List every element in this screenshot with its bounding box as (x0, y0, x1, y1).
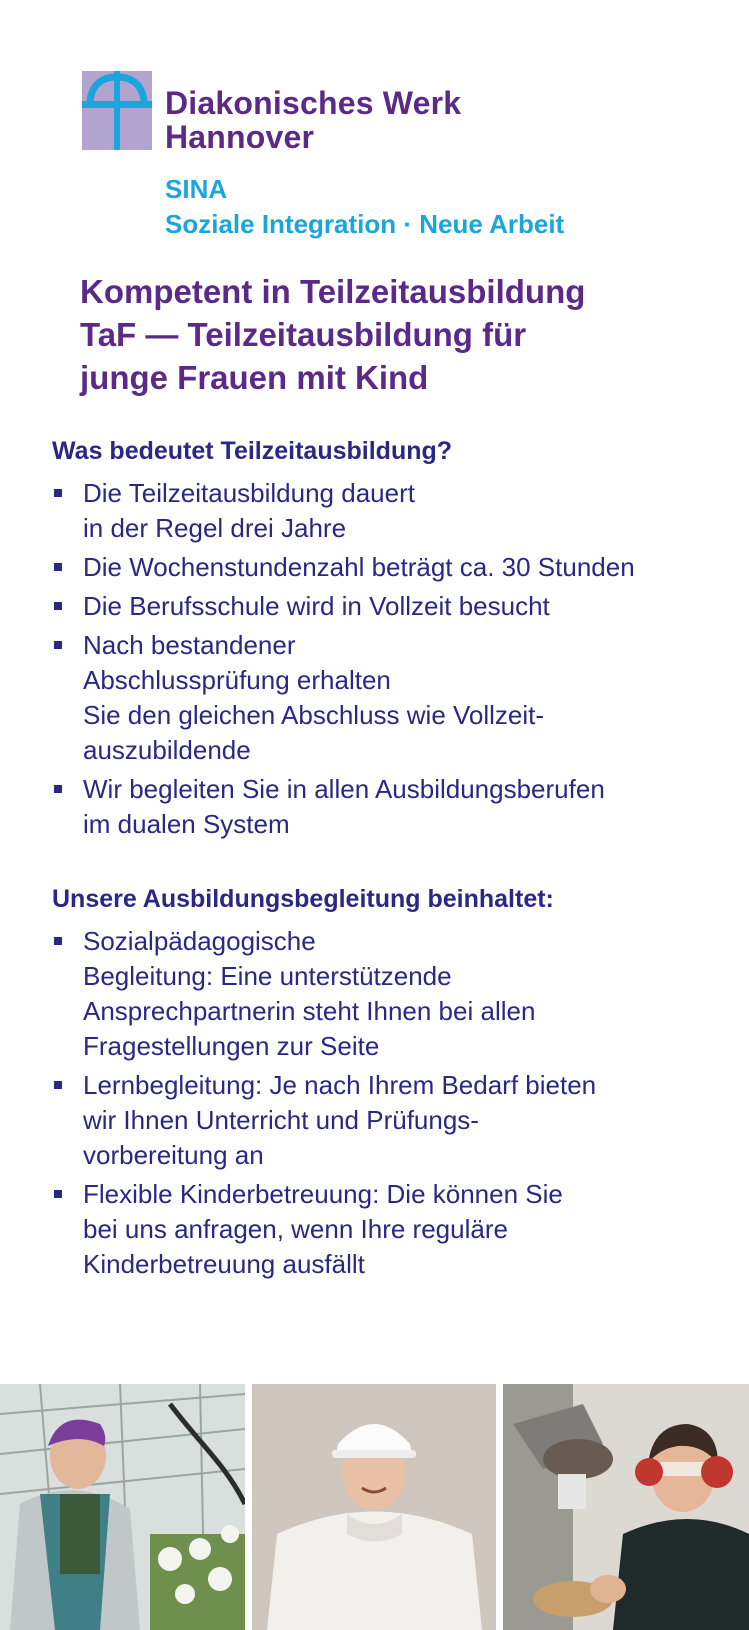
list-item-text: wir Ihnen Unterricht und Prüfungs- (83, 1105, 479, 1135)
list-item-text: Kinderbetreuung ausfällt (83, 1249, 365, 1279)
headline-line2: TaF — Teilzeitausbildung für (80, 316, 527, 353)
list-item-text: auszubildende (83, 735, 251, 765)
program-subtitle: Soziale Integration · Neue Arbeit (165, 209, 565, 239)
list-item (52, 772, 732, 842)
list-item (52, 589, 732, 624)
bullet-icon (54, 489, 62, 497)
section2-title: Unsere Ausbildungsbegleitung beinhaltet: (52, 885, 554, 913)
headline-line1: Kompetent in Teilzeitausbildung (80, 273, 586, 310)
list-item (52, 628, 732, 768)
photo-strip (0, 1384, 749, 1630)
greenhouse-worker-photo (0, 1384, 245, 1630)
section2-list (52, 924, 732, 1286)
hardhat-worker-photo (252, 1384, 496, 1630)
section1-list (52, 476, 732, 846)
list-item (52, 550, 732, 585)
list-item-text: Die Wochenstundenzahl beträgt ca. 30 Stunden (83, 552, 635, 582)
list-item-text: Sie den gleichen Abschluss wie Vollzeit- (83, 700, 545, 730)
bullet-icon (54, 785, 62, 793)
list-item-text: Lernbegleitung: Je nach Ihrem Bedarf bieten (83, 1070, 597, 1100)
bullet-icon (54, 602, 62, 610)
list-item-text: bei uns anfragen, wenn Ihre reguläre (83, 1214, 508, 1244)
list-item-text: Die Berufsschule wird in Vollzeit besucht (83, 591, 550, 621)
list-item-text: Nach bestandener (83, 630, 296, 660)
workshop-worker-photo (503, 1384, 749, 1630)
list-item (52, 1177, 732, 1282)
organization-name-line1: Diakonisches Werk (165, 85, 462, 121)
headline-line3: junge Frauen mit Kind (80, 359, 429, 396)
page-headline (80, 270, 720, 399)
list-item-text: vorbereitung an (83, 1140, 264, 1170)
list-item-text: Ansprechpartnerin steht Ihnen bei allen (83, 996, 536, 1026)
bullet-icon (54, 1190, 62, 1198)
program-name: SINA (165, 174, 228, 204)
diakonie-logo-icon (82, 71, 152, 150)
list-item-text: Begleitung: Eine unterstützende (83, 961, 452, 991)
list-item-text: Abschlussprüfung erhalten (83, 665, 391, 695)
list-item-text: Flexible Kinderbetreuung: Die können Sie (83, 1179, 563, 1209)
list-item (52, 924, 732, 1064)
list-item-text: Sozialpädagogische (83, 926, 316, 956)
bullet-icon (54, 1081, 62, 1089)
list-item-text: Die Teilzeitausbildung dauert (83, 478, 415, 508)
list-item-text: in der Regel drei Jahre (83, 513, 347, 543)
organization-name (165, 86, 461, 154)
bullet-icon (54, 563, 62, 571)
list-item-text: im dualen System (83, 809, 290, 839)
bullet-icon (54, 937, 62, 945)
list-item (52, 476, 732, 546)
list-item (52, 1068, 732, 1173)
list-item-text: Fragestellungen zur Seite (83, 1031, 380, 1061)
organization-name-line2: Hannover (165, 119, 315, 155)
program-title (165, 172, 564, 242)
section1-title: Was bedeutet Teilzeitausbildung? (52, 437, 453, 465)
bullet-icon (54, 641, 62, 649)
list-item-text: Wir begleiten Sie in allen Ausbildungsberufen (83, 774, 605, 804)
